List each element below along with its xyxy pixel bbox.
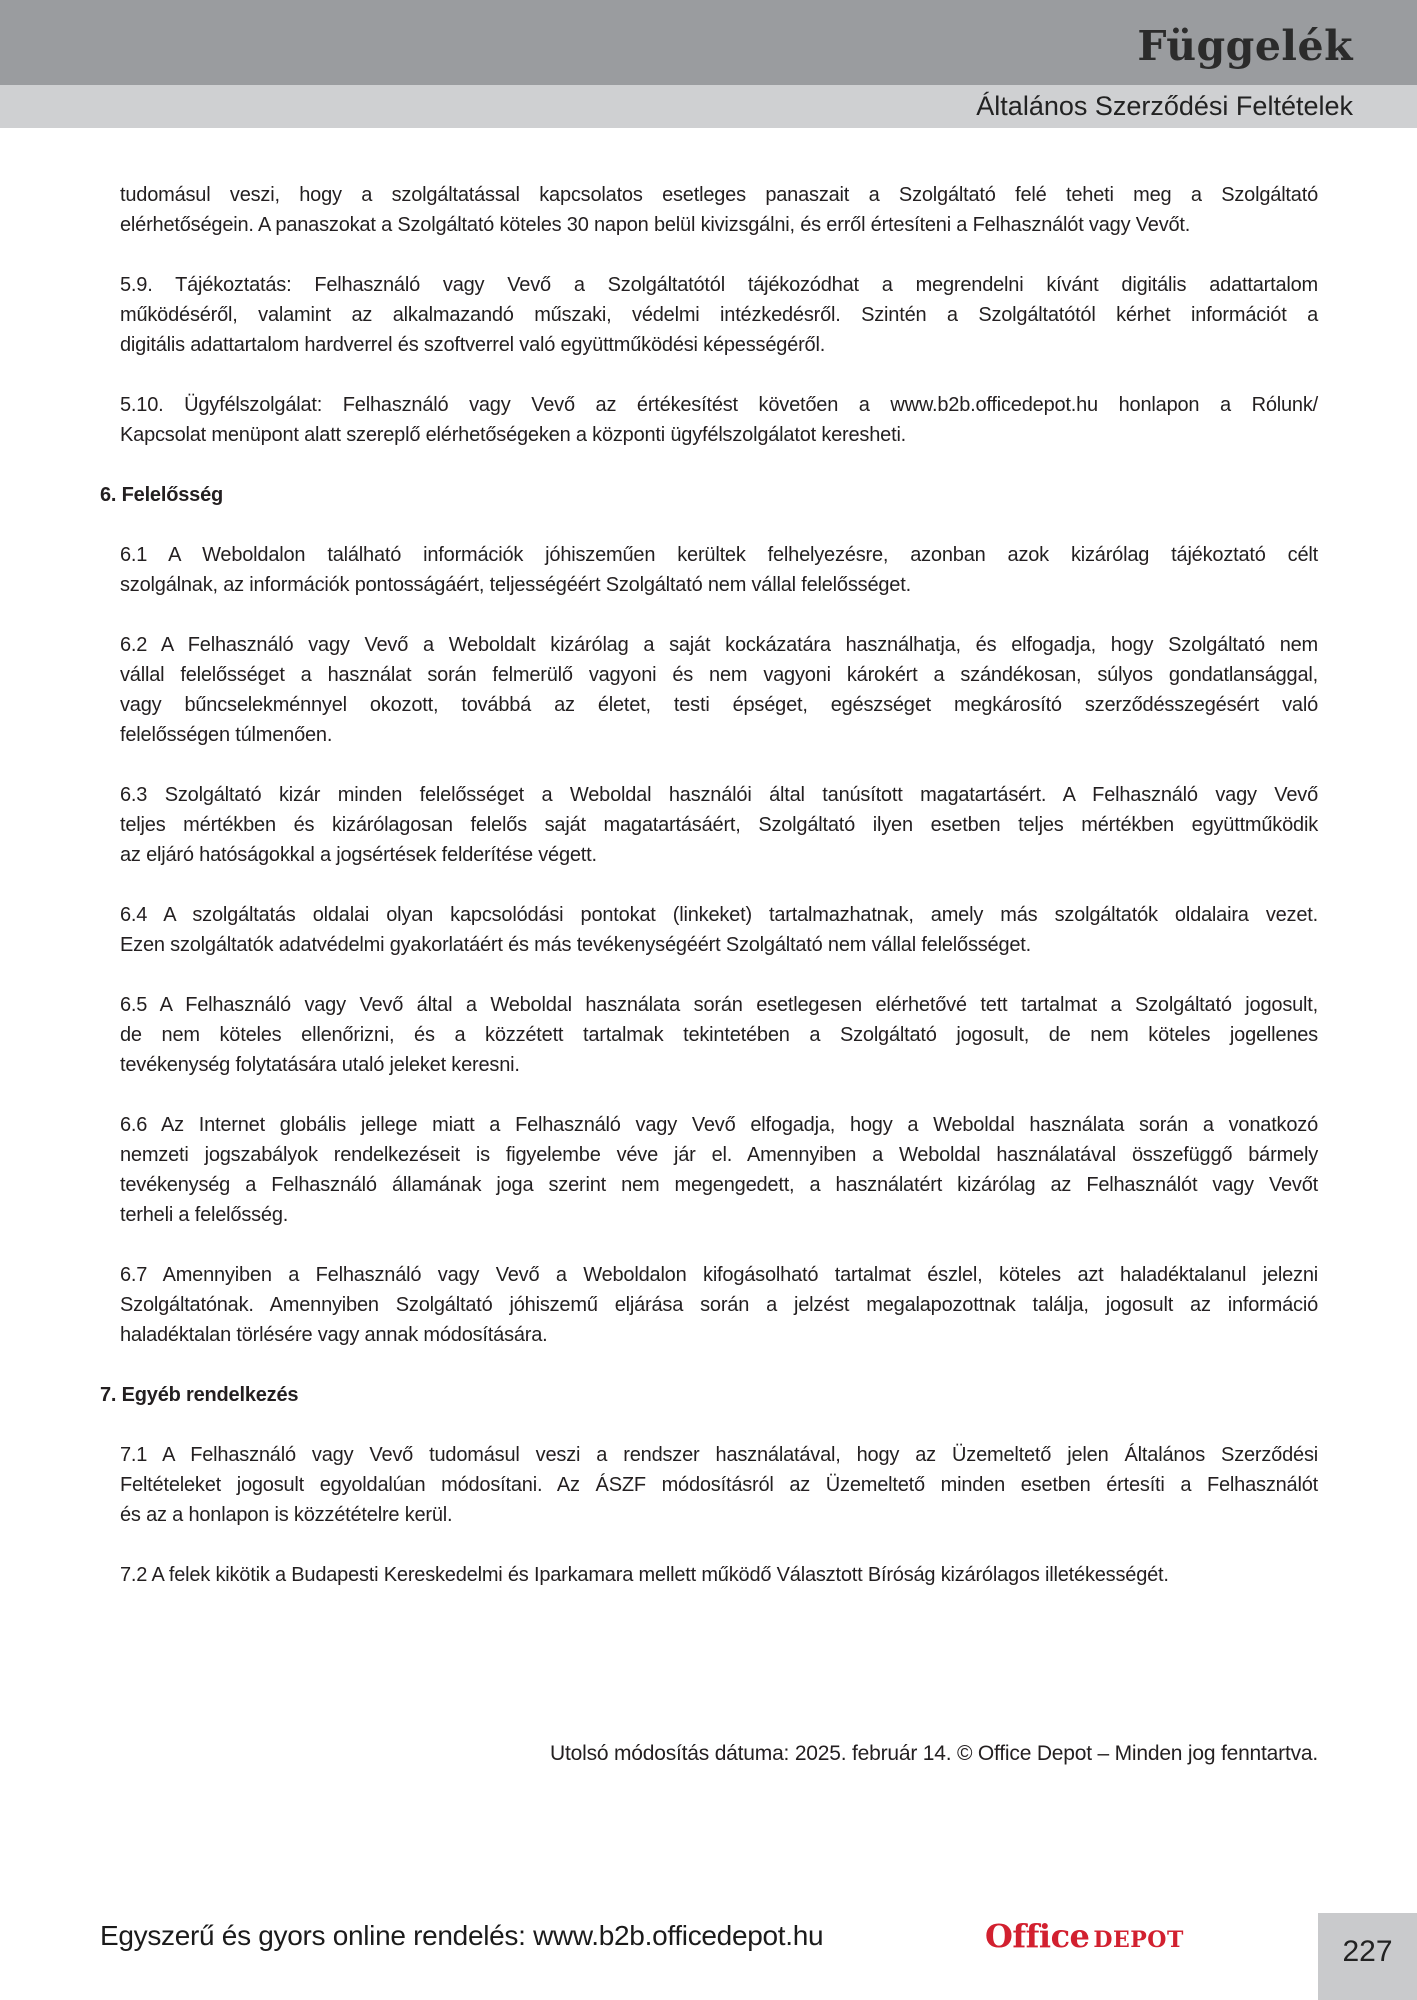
text-line: 7.1 A Felhasználó vagy Vevő tudomásul veszi a rendszer használatával, hogy az Üzemeltető jelen Általános Szerződési xyxy=(120,1444,1318,1466)
subheader-band xyxy=(0,85,1417,128)
text-line: 6.1 A Weboldalon található információk jóhiszeműen kerültek felhelyezésre, azonban azok kizárólag tájékoztató célt xyxy=(120,544,1318,566)
text-line: 6.7 Amennyiben a Felhasználó vagy Vevő a Weboldalon kifogásolható tartalmat észlel, köteles azt haladéktalanul jelezni xyxy=(120,1264,1318,1286)
paragraph xyxy=(120,540,1318,600)
page-number: 227 xyxy=(1342,1935,1393,1968)
text-line: felelősségen túlmenően. xyxy=(120,724,333,746)
paragraph xyxy=(120,990,1318,1080)
text-line: 6.3 Szolgáltató kizár minden felelősséget a Weboldal használói által tanúsított magatartásért. A Felhasználó vagy Vevő xyxy=(120,784,1318,806)
text-line: tevékenység folytatására utaló jeleket keresni. xyxy=(120,1054,520,1076)
paragraph xyxy=(120,630,1318,750)
text-line: vagy bűncselekménnyel okozott, továbbá az életet, testi épséget, egészséget megkárosító szerződésszegésért való xyxy=(120,694,1318,716)
paragraph xyxy=(120,1560,1318,1590)
text-line: 6.2 A Felhasználó vagy Vevő a Weboldalt kizárólag a saját kockázatára használhatja, és elfogadja, hogy Szolgáltató nem xyxy=(120,634,1318,656)
paragraph xyxy=(120,780,1318,870)
text-line: működéséről, valamint az alkalmazandó műszaki, védelmi intézkedésről. Szintén a Szolgáltatótól kérhet információt a xyxy=(120,304,1318,326)
text-line: Feltételeket jogosult egyoldalúan módosítani. Az ÁSZF módosításról az Üzemeltető minden esetben értesíti a Felhasználót xyxy=(120,1474,1318,1496)
section-heading xyxy=(100,1380,1318,1410)
document-subtitle: Általános Szerződési Feltételek xyxy=(976,91,1353,121)
text-line: 5.10. Ügyfélszolgálat: Felhasználó vagy Vevő az értékesítést követően a www.b2b.officedepot.hu honlapon a Rólunk/ xyxy=(120,394,1318,416)
last-modified-note: Utolsó módosítás dátuma: 2025. február 14. © Office Depot – Minden jog fenntartva. xyxy=(550,1742,1318,1765)
section-title: Függelék xyxy=(1137,22,1353,70)
text-line: haladéktalan törlésére vagy annak módosítására. xyxy=(120,1324,548,1346)
text-line: 7.2 A felek kikötik a Budapesti Kereskedelmi és Iparkamara mellett működő Választott Bíróság kizárólagos illetékességét. xyxy=(120,1564,1169,1586)
paragraph xyxy=(120,180,1318,240)
text-line: 7. Egyéb rendelkezés xyxy=(100,1384,299,1406)
text-line: Szolgáltatónak. Amennyiben Szolgáltató jóhiszemű eljárása során a jelzést megalapozottnak találja, jogosult az információ xyxy=(120,1294,1318,1316)
text-line: Ezen szolgáltatók adatvédelmi gyakorlatáért és más tevékenységéért Szolgáltató nem vállal felelősséget. xyxy=(120,934,1032,956)
paragraph xyxy=(120,1110,1318,1230)
header-band xyxy=(0,0,1417,85)
office-depot-logo xyxy=(985,1917,1184,1955)
text-line: 6. Felelősség xyxy=(100,484,224,506)
text-line: 6.6 Az Internet globális jellege miatt a Felhasználó vagy Vevő elfogadja, hogy a Weboldal használata során a vonatkozó xyxy=(120,1114,1318,1136)
text-line: tevékenység a Felhasználó államának joga szerint nem megengedett, a használatért kizárólag az Felhasználót vagy Vevőt xyxy=(120,1174,1318,1196)
text-line: terheli a felelősség. xyxy=(120,1204,289,1226)
text-line: szolgálnak, az információk pontosságáért, teljességéért Szolgáltató nem vállal felelősséget. xyxy=(120,574,911,596)
text-line: az eljáró hatóságokkal a jogsértések felderítése végett. xyxy=(120,844,597,866)
paragraph xyxy=(120,1260,1318,1350)
logo-depot: DEPOT xyxy=(1093,1927,1184,1953)
text-line: de nem köteles ellenőrizni, és a közzétett tartalmak tekintetében a Szolgáltató jogosult, de nem köteles jogellenes xyxy=(120,1024,1318,1046)
paragraph xyxy=(120,900,1318,960)
page-number-box xyxy=(1318,1913,1417,2000)
paragraph xyxy=(120,270,1318,360)
document-body xyxy=(100,180,1318,1620)
text-line: nemzeti jogszabályok rendelkezéseit is figyelembe véve jár el. Amennyiben a Weboldal használatával összefüggő bármely xyxy=(120,1144,1318,1166)
text-line: 5.9. Tájékoztatás: Felhasználó vagy Vevő a Szolgáltatótól tájékozódhat a megrendelni kívánt digitális adattartalom xyxy=(120,274,1318,296)
text-line: tudomásul veszi, hogy a szolgáltatással kapcsolatos esetleges panaszait a Szolgáltató felé teheti meg a Szolgáltató xyxy=(120,184,1318,206)
text-line: és az a honlapon is közzétételre kerül. xyxy=(120,1504,453,1526)
section-heading xyxy=(100,480,1318,510)
text-line: Kapcsolat menüpont alatt szereplő elérhetőségeken a központi ügyfélszolgálatot keresheti. xyxy=(120,424,907,446)
text-line: teljes mértékben és kizárólagosan felelős saját magatartásáért, Szolgáltató ilyen esetben teljes mértékben együttműködik xyxy=(120,814,1318,836)
text-line: vállal felelősséget a használat során felmerülő vagyoni és nem vagyoni károkért a szándékosan, súlyos gondatlansággal, xyxy=(120,664,1318,686)
logo-office: Office xyxy=(985,1917,1090,1955)
text-line: 6.5 A Felhasználó vagy Vevő által a Weboldal használata során esetlegesen elérhetővé tett tartalmat a Szolgáltató jogosult, xyxy=(120,994,1318,1016)
text-line: elérhetőségein. A panaszokat a Szolgáltató köteles 30 napon belül kivizsgálni, és erről értesíteni a Felhasználót vagy Vevőt. xyxy=(120,214,1191,236)
text-line: 6.4 A szolgáltatás oldalai olyan kapcsolódási pontokat (linkeket) tartalmazhatnak, amely más szolgáltatók oldalaira vezet. xyxy=(120,904,1318,926)
paragraph xyxy=(120,390,1318,450)
footer-tagline: Egyszerű és gyors online rendelés: www.b2b.officedepot.hu xyxy=(100,1920,824,1951)
paragraph xyxy=(120,1440,1318,1530)
text-line: digitális adattartalom hardverrel és szoftverrel való együttműködési képességéről. xyxy=(120,334,826,356)
